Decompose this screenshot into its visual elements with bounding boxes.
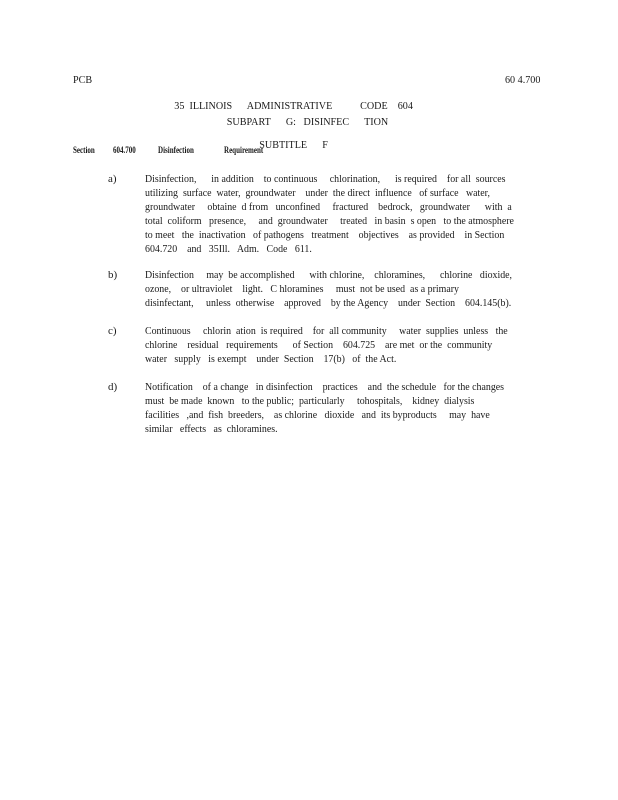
item-marker: b) [108,269,118,281]
item-paragraph [145,268,537,310]
section-title-requirement: Requirement [224,145,264,155]
header-agency: PCB [73,74,93,86]
paragraph-line: utilizing surface water, groundwater under the direct influence of surface water, [145,187,491,199]
section-label: Section [73,145,95,155]
paragraph-line: similar effects as chloramines. [145,423,278,435]
section-title-disinfection: Disinfection [158,145,194,155]
header-subtitle-line: SUBTITLE F [259,139,328,151]
paragraph-line: disinfectant, unless otherwise approved by the Agency under Section 604.145(b). [145,297,512,309]
item-marker: a) [108,173,117,185]
paragraph-line: must be made known to the public; particularly tohospitals, kidney dialysis [145,395,475,407]
paragraph-line: to meet the inactivation of pathogens treatment objectives as provided in Section [145,229,505,241]
paragraph-line: total coliform presence, and groundwater treated in basin s open to the atmosphere [145,215,514,227]
paragraph-line: facilities ,and fish breeders, as chlorine dioxide and its byproducts may have [145,409,490,421]
paragraph-line: 604.720 and 35Ill. Adm. Code 611. [145,243,312,255]
paragraph-line: Disinfection may be accomplished with chlorine, chloramines, chlorine dioxide, [145,269,513,281]
paragraph-line: ozone, or ultraviolet light. C hloramines must not be used as a primary [145,283,460,295]
section-number: 604.700 [113,145,136,155]
paragraph-line: chlorine residual requirements of Section 604.725 are met or the community [145,339,493,351]
header-section-number: 60 4.700 [505,74,541,86]
item-paragraph [145,172,537,256]
paragraph-line: Disinfection, in addition to continuous chlorination, is required for all sources [145,173,506,185]
item-paragraph [145,380,537,436]
paragraph-line: groundwater obtaine d from unconfined fractured bedrock, groundwater with a [145,201,512,213]
item-marker: d) [108,381,118,393]
paragraph-line: water supply is exempt under Section 17(b) of the Act. [145,353,397,365]
paragraph-line: Notification of a change in disinfection practices and the schedule for the changes [145,381,505,393]
header-code-line: 35 ILLINOIS ADMINISTRATIVE CODE 604 [174,100,413,112]
subpart-heading: SUBPART G: DISINFEC TION [226,116,389,128]
item-marker: c) [108,325,117,337]
paragraph-line: Continuous chlorin ation is required for all community water supplies unless the [145,325,508,337]
item-paragraph [145,324,537,366]
